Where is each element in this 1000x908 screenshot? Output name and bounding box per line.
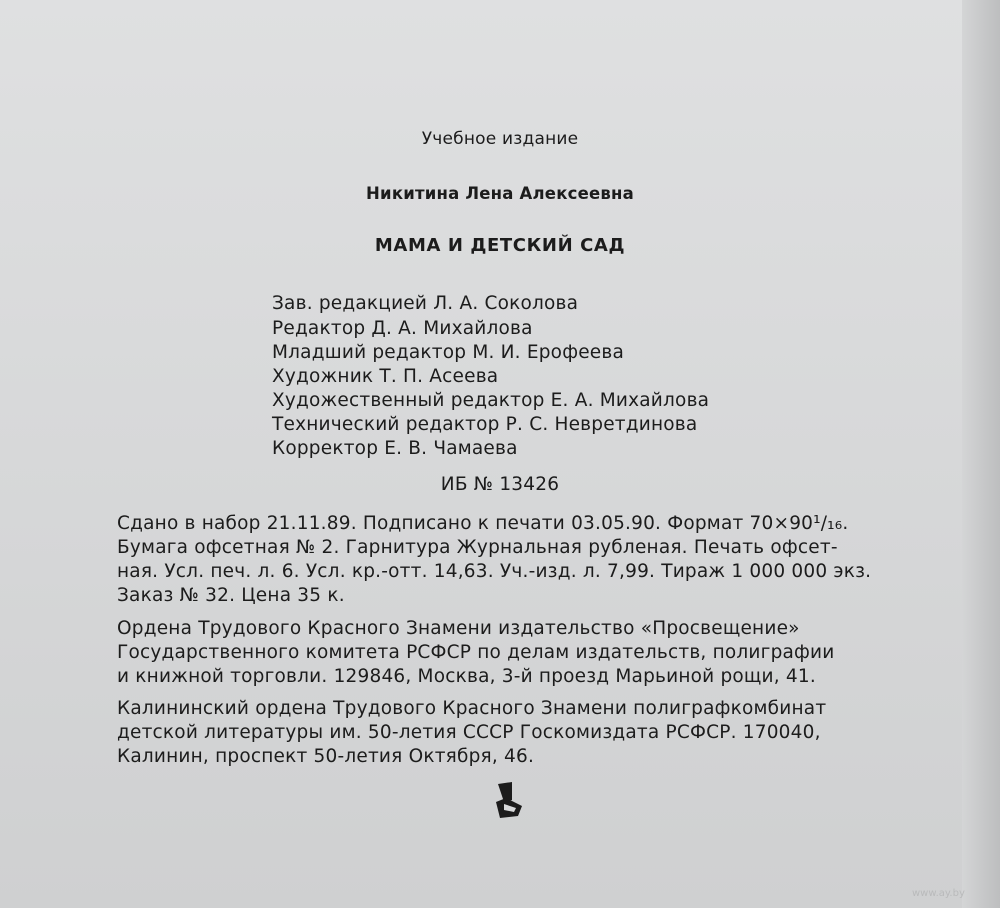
printer-line: детской литературы им. 50-летия СССР Госкомиздата РСФСР. 170040, — [117, 722, 821, 743]
printer-line: Калинин, проспект 50-летия Октября, 46. — [117, 746, 535, 767]
credit-line: Младший редактор М. И. Ерофеева — [272, 342, 625, 363]
print-info-line: Бумага офсетная № 2. Гарнитура Журнальная рубленая. Печать офсет- — [117, 537, 838, 558]
credit-line: Технический редактор Р. С. Невретдинова — [272, 414, 698, 435]
publisher-line: Ордена Трудового Красного Знамени издательство «Просвещение» — [117, 618, 800, 639]
credit-line: Художник Т. П. Асеева — [272, 366, 499, 387]
print-info-line: Заказ № 32. Цена 35 к. — [117, 585, 345, 606]
credit-line: Корректор Е. В. Чамаева — [272, 438, 518, 459]
edition-type: Учебное издание — [421, 129, 579, 149]
author-name: Никитина Лена Алексеевна — [366, 184, 634, 203]
credit-line: Художественный редактор Е. А. Михайлова — [272, 390, 710, 411]
publisher-line: Государственного комитета РСФСР по делам издательств, полиграфии — [117, 642, 835, 663]
ib-number: ИБ № 13426 — [440, 474, 560, 495]
print-info-line: ная. Усл. печ. л. 6. Усл. кр.-отт. 14,63. Уч.-изд. л. 7,99. Тираж 1 000 000 экз. — [117, 561, 872, 582]
site-watermark: www.ay.by — [912, 888, 965, 899]
publisher-logo-icon — [492, 780, 526, 820]
credit-line: Редактор Д. А. Михайлова — [272, 318, 533, 339]
print-info-line: Сдано в набор 21.11.89. Подписано к печати 03.05.90. Формат 70×90¹/₁₆. — [117, 513, 849, 534]
book-title: МАМА И ДЕТСКИЙ САД — [374, 235, 626, 256]
publisher-line: и книжной торговли. 129846, Москва, 3-й проезд Марьиной рощи, 41. — [117, 666, 816, 687]
credit-line: Зав. редакцией Л. А. Соколова — [272, 293, 579, 314]
printer-line: Калининский ордена Трудового Красного Знамени полиграфкомбинат — [117, 698, 827, 719]
